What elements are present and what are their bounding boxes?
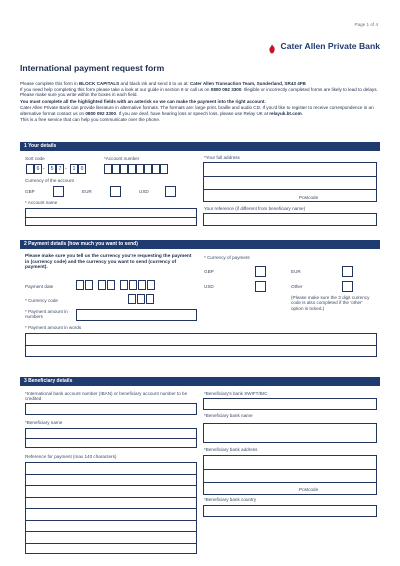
currency-code-char[interactable]: [137, 294, 145, 304]
bank-country-label: *Beneficiary bank country: [204, 497, 257, 502]
full-address-label: *Your full address: [204, 155, 240, 160]
account-number-digit[interactable]: [152, 164, 160, 174]
amount-words-label: * Payment amount in words: [25, 325, 82, 330]
section-1-header: 1 Your details: [20, 142, 380, 151]
currency-code-char[interactable]: [128, 294, 136, 304]
payment-reference-label: Reference for payment (max 140 characters): [25, 454, 117, 459]
currency-usd-checkbox[interactable]: [165, 186, 176, 197]
payment-other-checkbox[interactable]: [342, 281, 353, 292]
date-digit[interactable]: [107, 280, 115, 290]
date-digit[interactable]: [147, 280, 155, 290]
currency-code-label: * Currency code: [25, 298, 58, 303]
bank-name-label: *Beneficiary bank name: [204, 413, 253, 418]
bank-address-label: *Beneficiary bank address: [204, 447, 258, 452]
date-digit[interactable]: [138, 280, 146, 290]
brand-name: Cater Allen Private Bank: [280, 41, 380, 51]
postcode-label: Postcode: [299, 195, 319, 200]
sort-code-digit[interactable]: 5: [48, 164, 56, 174]
intro-paragraph-2: If you need help completing this form please take a look at our guide in section 9 or call us on 0800 092 3300. Illegible or incorrectly completed forms are likely to lead to delays. Please make sure you write within the boxes in each field.: [20, 86, 378, 98]
payment-other-label: Other: [291, 284, 303, 289]
full-address-field[interactable]: [203, 162, 377, 202]
date-digit[interactable]: [98, 280, 106, 290]
intro-text: [20, 81, 382, 122]
currency-of-payment-label: * Currency of payment: [204, 255, 250, 260]
amount-numbers-field[interactable]: [76, 309, 197, 321]
currency-eur-label: EUR: [82, 189, 92, 194]
date-digit[interactable]: [85, 280, 93, 290]
account-number-digit[interactable]: [144, 164, 152, 174]
brand-logo: [267, 40, 380, 52]
currency-eur-checkbox[interactable]: [110, 186, 121, 197]
sort-code-digit[interactable]: 7: [56, 164, 64, 174]
intro-paragraph-5: This is a free service that can help you communicate over the phone.: [20, 116, 161, 122]
currency-of-account-label: Currency of the account: [25, 178, 74, 183]
currency-usd-label: USD: [139, 189, 149, 194]
bank-postcode-label: Postcode: [299, 487, 319, 492]
payment-gbp-checkbox[interactable]: [255, 266, 266, 277]
payment-gbp-label: GBP: [204, 269, 214, 274]
account-number-digit[interactable]: [136, 164, 144, 174]
payment-usd-label: USD: [204, 284, 214, 289]
date-digit[interactable]: [76, 280, 84, 290]
iban-field[interactable]: [25, 403, 197, 415]
sort-code-separator: -: [65, 166, 67, 172]
bank-address-field[interactable]: [203, 455, 377, 495]
section-2-header: 2 Payment details (how much you want to send): [20, 240, 380, 249]
account-number-digit[interactable]: [120, 164, 128, 174]
reference-label: Your reference (if different from beneficiary name): [204, 206, 306, 211]
flame-logo-icon: [267, 41, 277, 51]
account-name-field[interactable]: [25, 208, 197, 226]
date-digit[interactable]: [129, 280, 137, 290]
payment-eur-label: EUR: [291, 269, 301, 274]
relay-link[interactable]: relayuk.bt.com: [269, 110, 302, 116]
reference-field[interactable]: [203, 213, 377, 226]
account-number-digit[interactable]: [160, 164, 168, 174]
bank-country-field[interactable]: [203, 505, 377, 517]
account-name-label: * Account name: [25, 200, 58, 205]
account-number-digit[interactable]: [104, 164, 112, 174]
amount-numbers-label: * Payment amount in numbers: [25, 309, 68, 320]
account-number-label: *Account number: [104, 156, 140, 161]
date-digit[interactable]: [120, 280, 128, 290]
currency-code-char[interactable]: [146, 294, 154, 304]
section-3-header: 3 Beneficiary details: [20, 377, 380, 386]
page-number: Page 1 of 4: [354, 22, 378, 27]
beneficiary-name-field[interactable]: [25, 428, 197, 448]
intro-paragraph-1: Please complete this form in BLOCK CAPITALS and black ink and send it to us at: Cater Allen Transaction Team, Sunderland, SR43 4FB: [20, 81, 306, 86]
intro-paragraph-4: Cater Allen Private Bank can provide literature in alternative formats. The formats are: large print, braille and audio CD. If you'd like to register to receive correspondence in an alternative format contact us on 0800 092 3300. If you are deaf, have hearing loss or speech loss, please use Relay UK at relayuk.bt.com.: [20, 105, 374, 116]
sort-code-label: Sort code: [25, 156, 45, 161]
beneficiary-name-label: *Beneficiary name: [25, 420, 63, 425]
intro-paragraph-3: You must complete all the highlighted fields with an asterisk so we can make the payment into the right account.: [20, 98, 266, 104]
swift-field[interactable]: [203, 398, 377, 410]
swift-label: *Beneficiary's bank SWIFT/BIC: [204, 391, 268, 396]
currency-gbp-label: GBP: [25, 189, 35, 194]
sort-code-separator: -: [43, 166, 45, 172]
iban-label: *International bank account number (IBAN) or beneficiary account number to be credited: [25, 391, 188, 402]
page-title: International payment request form: [20, 63, 165, 73]
payment-eur-checkbox[interactable]: [342, 266, 353, 277]
payment-date-label: Payment date: [25, 284, 54, 289]
payment-reference-field[interactable]: [25, 462, 197, 554]
payment-usd-checkbox[interactable]: [255, 281, 266, 292]
sort-code-digit[interactable]: [26, 164, 34, 174]
account-number-digit[interactable]: [128, 164, 136, 174]
sort-code-digit[interactable]: 6: [34, 164, 42, 174]
amount-words-field[interactable]: [25, 333, 377, 357]
bank-name-field[interactable]: [203, 423, 377, 443]
currency-gbp-checkbox[interactable]: [53, 186, 64, 197]
account-number-digit[interactable]: [112, 164, 120, 174]
sort-code-digit[interactable]: 0: [78, 164, 86, 174]
currency-code-note: (Please make sure the 3 digit currency code is also completed if the 'other' option is ticked.): [291, 295, 370, 311]
sort-code-digit[interactable]: 1: [70, 164, 78, 174]
payment-note: Please make sure you tell us the currency you're requesting the payment in (currency code) and the currency you want to send (currency of payment).: [25, 254, 192, 271]
